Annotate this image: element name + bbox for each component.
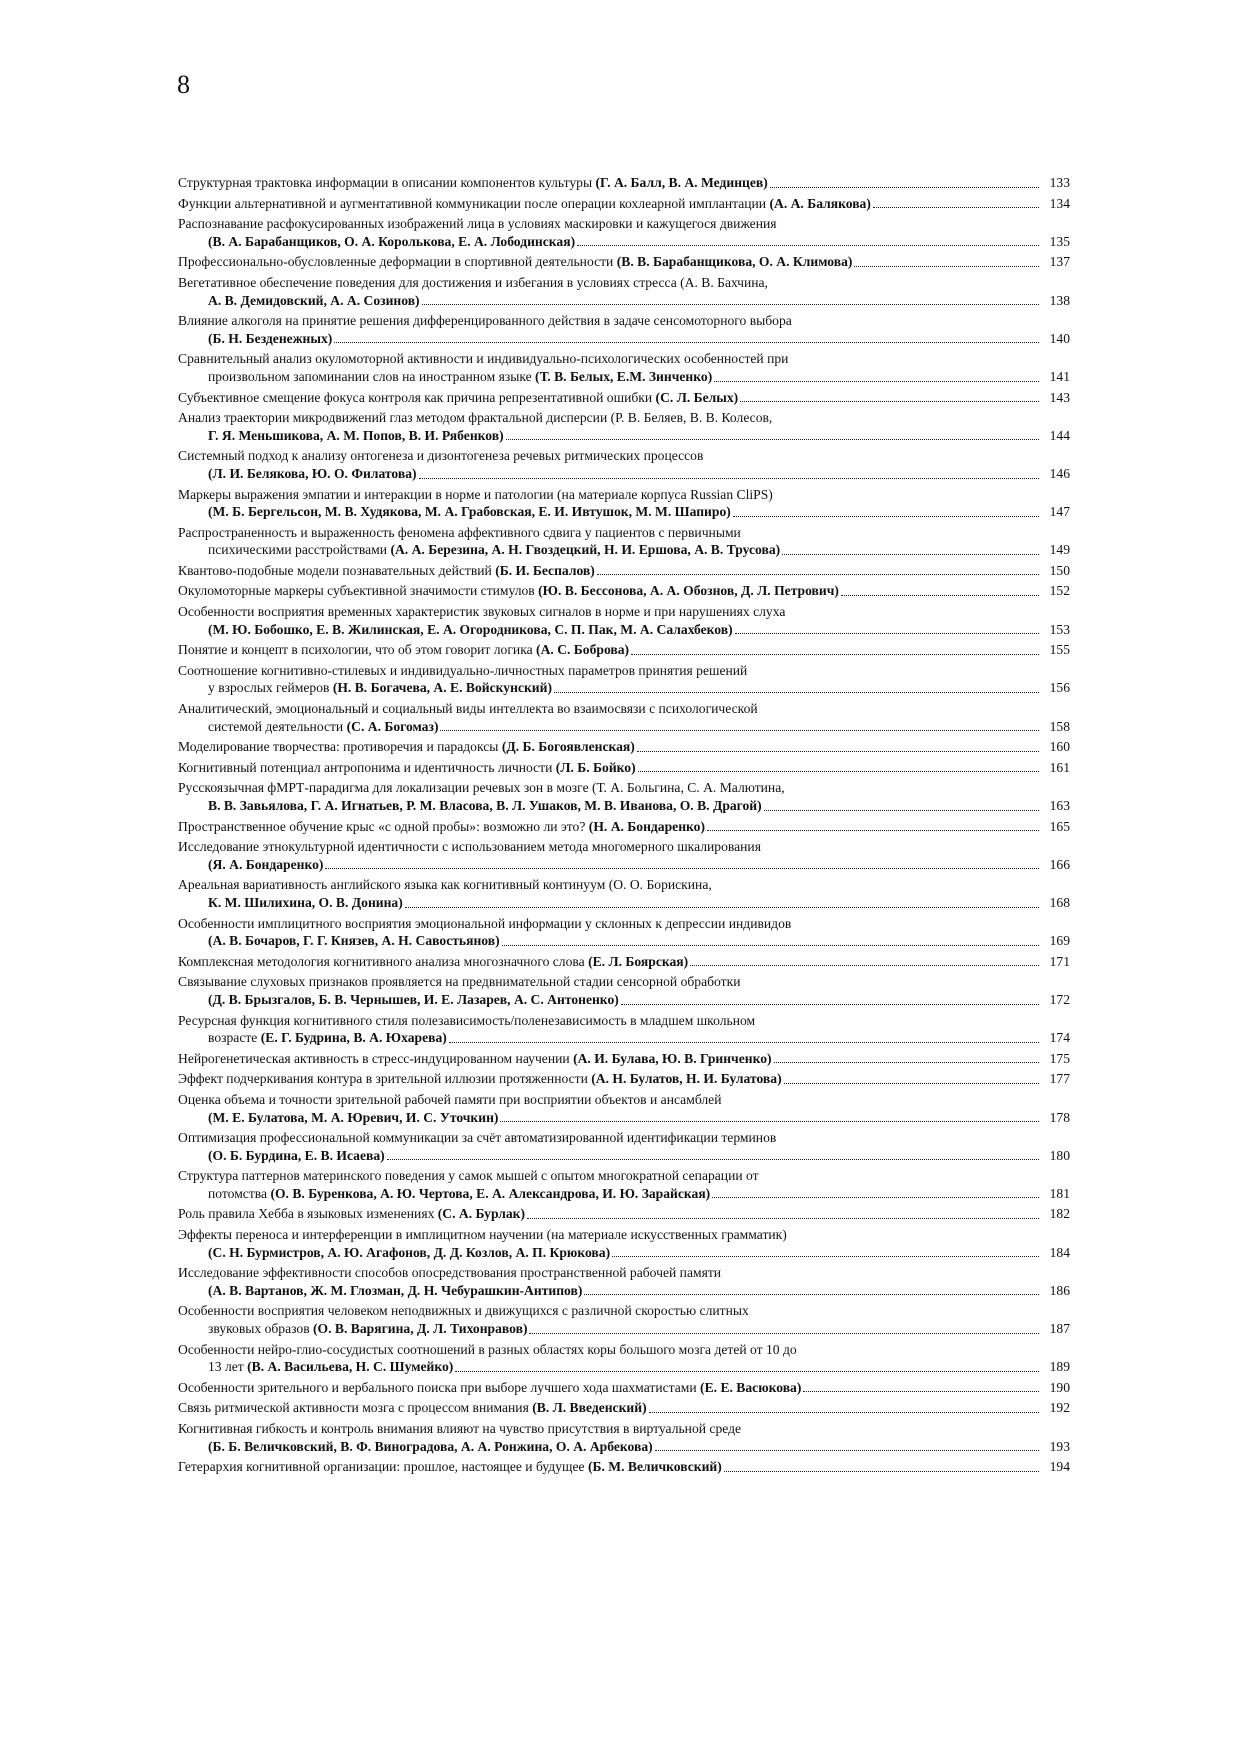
toc-page-number: 152	[1049, 583, 1070, 599]
toc-page-number: 189	[1049, 1359, 1070, 1375]
dot-leader	[597, 574, 1039, 575]
toc-entry-text: Исследование эффективности способов опосредствования пространственной рабочей памяти	[178, 1265, 722, 1281]
toc-entry-line	[178, 503, 1070, 521]
dot-leader	[506, 439, 1039, 440]
toc-entry-line	[178, 312, 1070, 330]
page-number: 8	[177, 70, 190, 99]
toc-entry-text: возрасте (Е. Г. Будрина, В. А. Юхарева)	[208, 1030, 447, 1046]
toc-page-number: 149	[1049, 542, 1070, 558]
toc-entry-text: Аналитический, эмоциональный и социальный виды интеллекта во взаимосвязи с психологической	[178, 701, 758, 717]
toc-entry-line	[178, 368, 1070, 386]
dot-leader	[334, 342, 1039, 343]
toc-entry-text: (О. Б. Бурдина, Е. В. Исаева)	[208, 1147, 385, 1163]
toc-entry-text: психическими расстройствами (А. А. Березина, А. Н. Гвоздецкий, Н. И. Ершова, А. В. Трусова)	[208, 542, 781, 558]
toc-entry-text: Вегетативное обеспечение поведения для достижения и избегания в условиях стресса (А. В. Бахчина,	[178, 274, 768, 290]
dot-leader	[774, 1062, 1039, 1063]
toc-entry[interactable]	[178, 1420, 1070, 1455]
toc-entry[interactable]	[178, 582, 1070, 600]
toc-entry-line	[178, 818, 1070, 836]
toc-entry-line	[178, 562, 1070, 580]
toc-entry-text: (Б. Н. Безденежных)	[208, 330, 333, 346]
toc-entry-text: (М. Ю. Бобошко, Е. В. Жилинская, Е. А. Огородникова, С. П. Пак, М. А. Салахбеков)	[208, 621, 733, 637]
toc-page-number: 178	[1049, 1109, 1070, 1125]
toc-entry-line	[178, 603, 1070, 621]
toc-entry-text: Понятие и концепт в психологии, что об этом говорит логика (А. С. Боброва)	[178, 642, 630, 658]
toc-entry-text: произвольном запоминании слов на иностранном языке (Т. В. Белых, Е.М. Зинченко)	[208, 368, 713, 384]
toc-entry-text: Комплексная методология когнитивного анализа многозначного слова (Е. Л. Боярская)	[178, 953, 689, 969]
toc-entry-text: Особенности имплицитного восприятия эмоциональной информации у склонных к депрессии индивидов	[178, 915, 792, 931]
toc-entry-text: Окуломоторные маркеры субъективной значимости стимулов (Ю. В. Бессонова, А. А. Обознов, Д. Л. Петрович)	[178, 583, 839, 599]
dot-leader	[621, 1004, 1039, 1005]
toc-entry[interactable]	[178, 562, 1070, 580]
toc-entry-text: звуковых образов (О. В. Варягина, Д. Л. Тихонравов)	[208, 1321, 528, 1337]
toc-page-number: 169	[1049, 933, 1070, 949]
toc-entry[interactable]	[178, 350, 1070, 385]
dot-leader	[500, 1121, 1039, 1122]
toc-entry-line	[178, 253, 1070, 271]
toc-entry-line	[178, 195, 1070, 213]
toc-entry[interactable]	[178, 1226, 1070, 1261]
toc-page-number: 134	[1049, 195, 1070, 211]
toc-entry-text: Моделирование творчества: противоречия и парадоксы (Д. Б. Богоявленская)	[178, 739, 635, 755]
toc-page-number: 166	[1049, 856, 1070, 872]
toc-entry[interactable]	[178, 215, 1070, 250]
toc-entry-line	[178, 1012, 1070, 1030]
toc-page-number: 171	[1049, 953, 1070, 969]
toc-entry-text: Нейрогенетическая активность в стресс-индуцированном научении (А. И. Булава, Ю. В. Гринченко)	[178, 1050, 772, 1066]
toc-entry[interactable]	[178, 953, 1070, 971]
toc-entry-text: Когнитивный потенциал антропонима и идентичность личности (Л. Б. Бойко)	[178, 759, 636, 775]
dot-leader	[440, 730, 1039, 731]
dot-leader	[714, 381, 1039, 382]
toc-entry-line	[178, 1320, 1070, 1338]
toc-entry[interactable]	[178, 174, 1070, 192]
toc-entry-text: Эффекты переноса и интерференции в имплицитном научении (на материале искусственных грамматик)	[178, 1227, 787, 1243]
toc-entry[interactable]	[178, 1205, 1070, 1223]
toc-entry-text: (В. А. Барабанщиков, О. А. Королькова, Е. А. Лободинская)	[208, 233, 576, 249]
toc-entry-text: Структурная трактовка информации в описании компонентов культуры (Г. А. Балл, В. А. Мединцев)	[178, 175, 768, 190]
toc-page-number: 153	[1049, 621, 1070, 637]
toc-page-number: 146	[1049, 465, 1070, 481]
toc-page-number: 177	[1049, 1071, 1070, 1087]
dot-leader	[405, 907, 1039, 908]
dot-leader	[740, 401, 1039, 402]
dot-leader	[770, 187, 1039, 188]
toc-entry-line	[178, 465, 1070, 483]
toc-entry[interactable]	[178, 915, 1070, 950]
toc-entry-text: у взрослых геймеров (Н. В. Богачева, А. Е. Войскунский)	[208, 680, 552, 696]
dot-leader	[502, 945, 1039, 946]
toc-page-number: 138	[1049, 292, 1070, 308]
toc-entry[interactable]	[178, 389, 1070, 407]
dot-leader	[419, 478, 1039, 479]
toc-entry-line	[178, 718, 1070, 736]
table-of-contents	[178, 174, 1070, 1479]
toc-entry-line	[178, 973, 1070, 991]
toc-page-number: 140	[1049, 330, 1070, 346]
toc-entry-text: Связь ритмической активности мозга с процессом внимания (В. Л. Введенский)	[178, 1400, 647, 1416]
toc-entry-line	[178, 1185, 1070, 1203]
toc-entry-text: К. М. Шилихина, О. В. Донина)	[208, 894, 403, 910]
dot-leader	[690, 965, 1039, 966]
toc-page-number: 144	[1049, 427, 1070, 443]
toc-page-number: 161	[1049, 759, 1070, 775]
toc-entry[interactable]	[178, 1379, 1070, 1397]
toc-entry-text: Русскоязычная фМРТ-парадигма для локализации речевых зон в мозге (Т. А. Больгина, С. А. Малютина,	[178, 780, 785, 796]
toc-entry-text: Распознавание расфокусированных изображений лица в условиях маскировки и кажущегося движения	[178, 216, 777, 232]
toc-entry-line	[178, 274, 1070, 292]
toc-entry-line	[178, 1129, 1070, 1147]
toc-entry-text: (М. Б. Бергельсон, М. В. Худякова, М. А. Грабовская, Е. И. Ивтушок, М. М. Шапиро)	[208, 504, 731, 520]
toc-page-number: 135	[1049, 233, 1070, 249]
toc-entry[interactable]	[178, 662, 1070, 697]
toc-entry-line	[178, 797, 1070, 815]
toc-page-number: 182	[1049, 1206, 1070, 1222]
toc-entry-line	[178, 1302, 1070, 1320]
toc-entry-text: (А. В. Бочаров, Г. Г. Князев, А. Н. Савостьянов)	[208, 933, 500, 949]
toc-entry-line	[178, 409, 1070, 427]
toc-entry[interactable]	[178, 700, 1070, 735]
dot-leader	[782, 554, 1039, 555]
toc-entry-line	[178, 759, 1070, 777]
dot-leader	[612, 1256, 1039, 1257]
toc-entry[interactable]	[178, 1264, 1070, 1299]
toc-entry-line	[178, 838, 1070, 856]
toc-entry-line	[178, 1341, 1070, 1359]
toc-page-number: 158	[1049, 718, 1070, 734]
toc-entry[interactable]	[178, 274, 1070, 309]
toc-entry-line	[178, 779, 1070, 797]
toc-page-number: 165	[1049, 818, 1070, 834]
toc-entry-line	[178, 582, 1070, 600]
toc-page-number: 181	[1049, 1185, 1070, 1201]
toc-entry-line	[178, 330, 1070, 348]
dot-leader	[449, 1042, 1039, 1043]
dot-leader	[584, 1294, 1039, 1295]
toc-entry[interactable]	[178, 524, 1070, 559]
dot-leader	[527, 1218, 1039, 1219]
toc-entry[interactable]	[178, 779, 1070, 814]
toc-entry[interactable]	[178, 1129, 1070, 1164]
toc-entry-text: Когнитивная гибкость и контроль внимания влияют на чувство присутствия в виртуальной среде	[178, 1421, 742, 1436]
toc-page-number: 192	[1049, 1400, 1070, 1416]
toc-entry-text: (Д. В. Брызгалов, Б. В. Чернышев, И. Е. Лазарев, А. С. Антоненко)	[208, 991, 619, 1007]
dot-leader	[655, 1450, 1039, 1451]
toc-entry-line	[178, 991, 1070, 1009]
toc-page-number: 133	[1049, 175, 1070, 190]
toc-page-number: 155	[1049, 642, 1070, 658]
toc-entry-line	[178, 876, 1070, 894]
dot-leader	[387, 1159, 1039, 1160]
toc-entry-line	[178, 174, 1070, 192]
toc-entry-text: (М. Е. Булатова, М. А. Юревич, И. С. Уточкин)	[208, 1109, 499, 1125]
toc-page-number: 193	[1049, 1438, 1070, 1454]
toc-entry-line	[178, 621, 1070, 639]
toc-entry-line	[178, 1050, 1070, 1068]
toc-entry[interactable]	[178, 253, 1070, 271]
toc-entry-line	[178, 1070, 1070, 1088]
toc-entry-line	[178, 1379, 1070, 1397]
toc-entry-line	[178, 389, 1070, 407]
dot-leader	[735, 633, 1039, 634]
toc-entry-text: Связывание слуховых признаков проявляется на предвнимательной стадии сенсорной обработки	[178, 974, 741, 990]
toc-entry-line	[178, 1147, 1070, 1165]
toc-entry-text: (Л. И. Белякова, Ю. О. Филатова)	[208, 465, 417, 481]
dot-leader	[724, 1471, 1039, 1472]
toc-entry-line	[178, 1358, 1070, 1376]
toc-entry-line	[178, 915, 1070, 933]
toc-entry-line	[178, 641, 1070, 659]
toc-entry-text: Влияние алкоголя на принятие решения дифференцированного действия в задаче сенсомоторного выбора	[178, 313, 792, 329]
toc-page-number: 190	[1049, 1379, 1070, 1395]
toc-entry-text: Оценка объема и точности зрительной рабочей памяти при восприятии объектов и ансамблей	[178, 1091, 722, 1107]
toc-page-number: 194	[1049, 1459, 1070, 1475]
toc-entry[interactable]	[178, 1091, 1070, 1126]
toc-entry-text: Субъективное смещение фокуса контроля как причина репрезентативной ошибки (С. Л. Белых)	[178, 389, 739, 405]
toc-entry[interactable]	[178, 1070, 1070, 1088]
toc-page-number: 160	[1049, 739, 1070, 755]
toc-entry-line	[178, 292, 1070, 310]
toc-entry-text: Оптимизация профессиональной коммуникации за счёт автоматизированной идентификации терминов	[178, 1130, 777, 1146]
toc-page-number: 186	[1049, 1282, 1070, 1298]
toc-entry-text: Особенности восприятия временных характеристик звуковых сигналов в норме и при нарушениях слуха	[178, 604, 786, 620]
toc-page-number: 147	[1049, 504, 1070, 520]
toc-entry-text: Профессионально-обусловленные деформации в спортивной деятельности (В. В. Барабанщикова, О. А. Климова)	[178, 254, 853, 270]
toc-entry-text: Особенности нейро-глио-сосудистых соотношений в разных областях коры большого мозга детей от 10 до	[178, 1341, 797, 1357]
toc-entry-line	[178, 856, 1070, 874]
toc-entry[interactable]	[178, 1399, 1070, 1417]
toc-entry[interactable]	[178, 486, 1070, 521]
toc-entry-line	[178, 447, 1070, 465]
dot-leader	[554, 692, 1039, 693]
dot-leader	[712, 1197, 1039, 1198]
toc-entry-line	[178, 894, 1070, 912]
dot-leader	[707, 830, 1039, 831]
toc-entry-line	[178, 1091, 1070, 1109]
toc-entry-text: Особенности восприятия человеком неподвижных и движущихся с различной скоростью слитных	[178, 1303, 749, 1319]
toc-entry-line	[178, 662, 1070, 680]
dot-leader	[638, 771, 1039, 772]
toc-page-number: 143	[1049, 389, 1070, 405]
toc-entry-line	[178, 1264, 1070, 1282]
toc-entry-line	[178, 524, 1070, 542]
toc-entry-text: (С. Н. Бурмистров, А. Ю. Агафонов, Д. Д. Козлов, А. П. Крюкова)	[208, 1244, 611, 1260]
toc-entry[interactable]	[178, 1341, 1070, 1376]
toc-entry[interactable]	[178, 1302, 1070, 1337]
toc-page-number: 184	[1049, 1244, 1070, 1260]
toc-page-number: 150	[1049, 562, 1070, 578]
toc-entry-text: потомства (О. В. Буренкова, А. Ю. Чертова, Е. А. Александрова, И. Ю. Зарайская)	[208, 1185, 711, 1201]
toc-entry[interactable]	[178, 1167, 1070, 1202]
toc-page-number: 187	[1049, 1321, 1070, 1337]
toc-entry-text: Сравнительный анализ окуломоторной активности и индивидуально-психологических особенностей при	[178, 351, 789, 367]
toc-entry-text: Роль правила Хебба в языковых изменениях (С. А. Бурлак)	[178, 1206, 525, 1222]
toc-entry-text: Маркеры выражения эмпатии и интеракции в норме и патологии (на материале корпуса Russian CliPS)	[178, 486, 773, 502]
toc-entry-text: (А. В. Вартанов, Ж. М. Глозман, Д. Н. Чебурашкин-Антипов)	[208, 1282, 583, 1298]
toc-entry[interactable]	[178, 1050, 1070, 1068]
dot-leader	[325, 868, 1039, 869]
toc-entry-text: (Я. А. Бондаренко)	[208, 856, 324, 872]
toc-entry[interactable]	[178, 838, 1070, 873]
dot-leader	[577, 245, 1039, 246]
toc-entry-text: 13 лет (В. А. Васильева, Н. С. Шумейко)	[208, 1359, 454, 1375]
dot-leader	[854, 266, 1039, 267]
toc-entry[interactable]	[178, 1458, 1070, 1476]
dot-leader	[841, 595, 1039, 596]
toc-entry-line	[178, 1420, 1070, 1438]
dot-leader	[803, 1391, 1039, 1392]
toc-entry-text: Структура паттернов материнского поведения у самок мышей с опытом многократной сепарации от	[178, 1168, 759, 1184]
toc-entry[interactable]	[178, 409, 1070, 444]
toc-entry-text: Исследование этнокультурной идентичности с использованием метода многомерного шкалирования	[178, 839, 761, 855]
toc-page-number: 137	[1049, 254, 1070, 270]
toc-entry-line	[178, 932, 1070, 950]
toc-entry-text: В. В. Завьялова, Г. А. Игнатьев, Р. М. Власова, В. Л. Ушаков, М. В. Иванова, О. В. Драгой)	[208, 798, 762, 813]
dot-leader	[422, 304, 1039, 305]
toc-entry-text: Ресурсная функция когнитивного стиля полезависимость/поленезависимость в младшем школьном	[178, 1012, 756, 1028]
toc-entry-text: Системный подход к анализу онтогенеза и дизонтогенеза речевых ритмических процессов	[178, 448, 704, 464]
toc-entry-text: Функции альтернативной и аугментативной коммуникации после операции кохлеарной имплантации (А. А. Балякова)	[178, 195, 871, 211]
dot-leader	[784, 1083, 1039, 1084]
dot-leader	[631, 654, 1039, 655]
toc-page-number: 141	[1049, 368, 1070, 384]
toc-entry-line	[178, 1226, 1070, 1244]
toc-entry-text: Распространенность и выраженность феномена аффективного сдвига у пациентов с первичными	[178, 524, 741, 540]
toc-entry-line	[178, 1399, 1070, 1417]
dot-leader	[873, 207, 1039, 208]
toc-entry-text: (Б. Б. Величковский, В. Ф. Виноградова, А. А. Ронжина, О. А. Арбекова)	[208, 1438, 653, 1454]
toc-entry-line	[178, 233, 1070, 251]
dot-leader	[733, 516, 1039, 517]
toc-entry-line	[178, 486, 1070, 504]
toc-entry-line	[178, 1109, 1070, 1127]
toc-entry[interactable]	[178, 876, 1070, 911]
toc-entry-line	[178, 541, 1070, 559]
toc-entry-line	[178, 953, 1070, 971]
toc-entry-line	[178, 215, 1070, 233]
toc-entry-line	[178, 1167, 1070, 1185]
toc-entry[interactable]	[178, 447, 1070, 482]
toc-entry-text: Пространственное обучение крыс «с одной пробы»: возможно ли это? (Н. А. Бондаренко)	[178, 818, 706, 834]
toc-entry-text: Г. Я. Меньшикова, А. М. Попов, В. И. Рябенков)	[208, 427, 504, 443]
toc-page-number: 172	[1049, 991, 1070, 1007]
toc-entry-line	[178, 1029, 1070, 1047]
toc-entry-text: Гетерархия когнитивной организации: прошлое, настоящее и будущее (Б. М. Величковский)	[178, 1459, 722, 1475]
toc-entry-text: системой деятельности (С. А. Богомаз)	[208, 718, 439, 734]
toc-entry-line	[178, 1282, 1070, 1300]
toc-entry-line	[178, 679, 1070, 697]
toc-entry-line	[178, 1205, 1070, 1223]
toc-entry-line	[178, 1244, 1070, 1262]
toc-entry[interactable]	[178, 738, 1070, 756]
toc-entry[interactable]	[178, 973, 1070, 1008]
toc-entry-line	[178, 700, 1070, 718]
dot-leader	[649, 1412, 1039, 1413]
toc-entry-line	[178, 427, 1070, 445]
toc-entry-line	[178, 1458, 1070, 1476]
dot-leader	[529, 1333, 1039, 1334]
toc-entry-text: Особенности зрительного и вербального поиска при выборе лучшего хода шахматистами (Е. Е. Васюкова)	[178, 1379, 802, 1395]
toc-page-number: 180	[1049, 1147, 1070, 1163]
toc-entry[interactable]	[178, 1012, 1070, 1047]
toc-entry[interactable]	[178, 818, 1070, 836]
dot-leader	[455, 1371, 1039, 1372]
toc-entry[interactable]	[178, 759, 1070, 777]
toc-page-number: 174	[1049, 1030, 1070, 1046]
toc-entry-text: Эффект подчеркивания контура в зрительной иллюзии протяженности (А. Н. Булатов, Н. И. Булатова)	[178, 1071, 782, 1087]
toc-entry-text: А. В. Демидовский, А. А. Созинов)	[208, 292, 420, 308]
toc-entry[interactable]	[178, 312, 1070, 347]
toc-page-number: 168	[1049, 894, 1070, 910]
toc-entry[interactable]	[178, 195, 1070, 213]
toc-entry-line	[178, 350, 1070, 368]
dot-leader	[637, 751, 1039, 752]
toc-entry-line	[178, 738, 1070, 756]
toc-page-number: 175	[1049, 1050, 1070, 1066]
toc-entry[interactable]	[178, 641, 1070, 659]
toc-entry-text: Ареальная вариативность английского языка как когнитивный континуум (О. О. Борискина,	[178, 877, 712, 893]
toc-page-number: 156	[1049, 680, 1070, 696]
toc-entry-text: Соотношение когнитивно-стилевых и индивидуально-личностных параметров принятия решений	[178, 662, 748, 678]
toc-entry-text: Квантово-подобные модели познавательных действий (Б. И. Беспалов)	[178, 562, 595, 578]
dot-leader	[764, 810, 1039, 811]
toc-page-number: 163	[1049, 798, 1070, 813]
toc-entry[interactable]	[178, 603, 1070, 638]
toc-entry-text: Анализ траектории микродвижений глаз методом фрактальной дисперсии (Р. В. Беляев, В. В. Колесов,	[178, 410, 773, 426]
toc-entry-line	[178, 1438, 1070, 1456]
